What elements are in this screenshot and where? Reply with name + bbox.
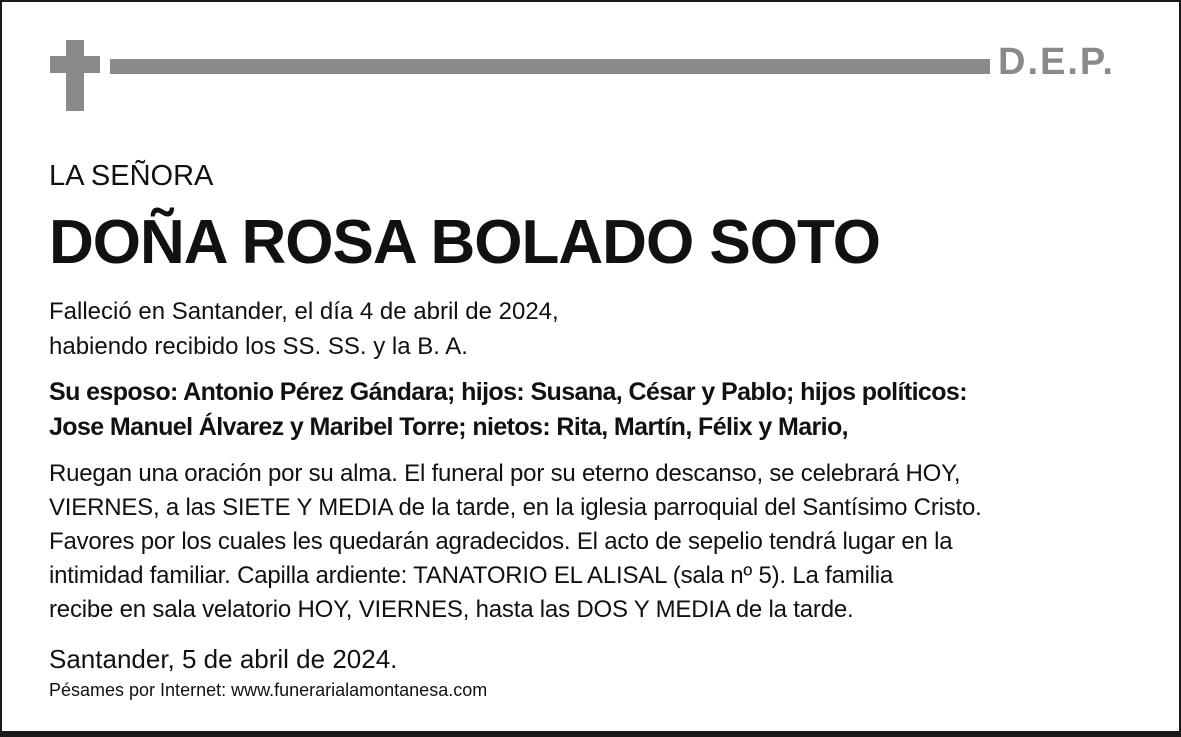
family-line: Jose Manuel Álvarez y Maribel Torre; nietos: Rita, Martín, Félix y Mario, [49, 413, 849, 441]
header-rule [110, 59, 990, 74]
funeral-details [49, 457, 982, 627]
death-details [49, 294, 559, 364]
latin-cross-icon [50, 40, 100, 111]
title-prefix: LA SEÑORA [49, 160, 214, 192]
family-members [49, 375, 967, 445]
deceased-name: DOÑA ROSA BOLADO SOTO [49, 208, 880, 277]
body-line: Ruegan una oración por su alma. El funeral por su eterno descanso, se celebrará HOY, [49, 460, 961, 487]
dep-label: D.E.P. [998, 41, 1115, 83]
family-line: Su esposo: Antonio Pérez Gándara; hijos: Susana, César y Pablo; hijos políticos: [49, 378, 967, 406]
death-line: habiendo recibido los SS. SS. y la B. A. [49, 333, 468, 360]
death-line: Falleció en Santander, el día 4 de abril de 2024, [49, 298, 559, 325]
place-and-date: Santander, 5 de abril de 2024. [49, 644, 398, 674]
condolences-web: Pésames por Internet: www.funerarialamontanesa.com [49, 680, 488, 700]
body-line: intimidad familiar. Capilla ardiente: TANATORIO EL ALISAL (sala nº 5). La familia [49, 562, 894, 589]
body-line: VIERNES, a las SIETE Y MEDIA de la tarde, en la iglesia parroquial del Santísimo Cristo. [49, 494, 982, 521]
body-line: recibe en sala velatorio HOY, VIERNES, hasta las DOS Y MEDIA de la tarde. [49, 596, 854, 623]
body-line: Favores por los cuales les quedarán agradecidos. El acto de sepelio tendrá lugar en la [49, 528, 953, 555]
